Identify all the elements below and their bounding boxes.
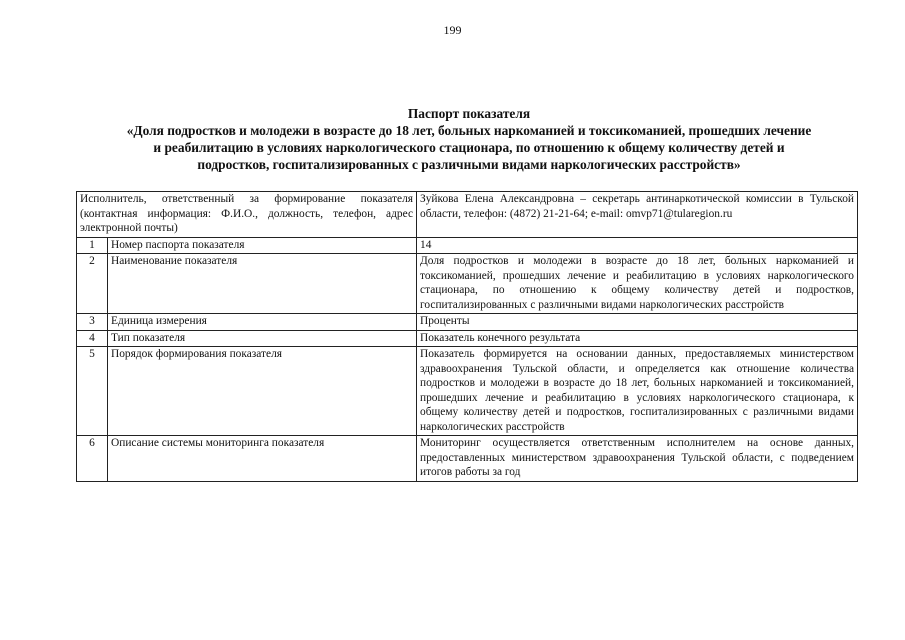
row-value: Показатель формируется на основании данных, предоставляемых министерством здравоохранения Тульской области, и определяется как отношение количества подростков и молодежи в возрасте до 18 лет, больных наркоманией и токсикоманией, прошедших лечение и реабилитацию в условиях наркологического стационара, к общему количеству детей и подростков, госпитализированных с различными видами наркологических расстройств xyxy=(417,347,858,436)
row-number: 1 xyxy=(77,237,108,254)
page-number: 199 xyxy=(443,23,462,37)
table-header-row xyxy=(77,192,858,238)
heading-title: Паспорт показателя xyxy=(407,106,531,121)
heading-line-2: «Доля подростков и молодежи в возрасте до 18 лет, больных наркоманией и токсикоманией, прошедших лечение xyxy=(126,123,812,138)
passport-table xyxy=(76,191,858,482)
row-name: Единица измерения xyxy=(108,314,417,331)
row-number: 5 xyxy=(77,347,108,436)
row-value: Показатель конечного результата xyxy=(417,330,858,347)
row-name: Порядок формирования показателя xyxy=(108,347,417,436)
row-name: Описание системы мониторинга показателя xyxy=(108,436,417,482)
row-value: Доля подростков и молодежи в возрасте до 18 лет, больных наркоманией и токсикоманией, прошедших лечение и реабилитацию в условиях наркологического стационара, по отношению к общему количеству детей и подростков, госпитализированных с различными видами наркологических расстройств xyxy=(417,254,858,314)
row-number: 3 xyxy=(77,314,108,331)
row-name: Наименование показателя xyxy=(108,254,417,314)
table-row xyxy=(77,254,858,314)
row-value: Мониторинг осуществляется ответственным исполнителем на основе данных, предоставленных министерством здравоохранения Тульской области, с подведением итогов работы за год xyxy=(417,436,858,482)
table-row xyxy=(77,314,858,331)
table-row xyxy=(77,436,858,482)
row-value: 14 xyxy=(417,237,858,254)
heading-line-3: и реабилитацию в условиях наркологического стационара, по отношению к общему количеству детей и xyxy=(153,140,785,155)
row-number: 2 xyxy=(77,254,108,314)
row-name: Номер паспорта показателя xyxy=(108,237,417,254)
row-number: 6 xyxy=(77,436,108,482)
row-value: Проценты xyxy=(417,314,858,331)
table-row xyxy=(77,347,858,436)
table-row xyxy=(77,330,858,347)
document-heading xyxy=(78,105,860,173)
executor-value-cell: Зуйкова Елена Александровна – секретарь антинаркотической комиссии в Тульской области, телефон: (4872) 21-21-64; e-mail: omvp71@tularegion.ru xyxy=(417,192,858,238)
row-number: 4 xyxy=(77,330,108,347)
heading-line-4: подростков, госпитализированных с различными видами наркологических расстройств» xyxy=(197,157,741,172)
row-name: Тип показателя xyxy=(108,330,417,347)
table-row xyxy=(77,237,858,254)
executor-label-cell: Исполнитель, ответственный за формирование показателя (контактная информация: Ф.И.О., должность, телефон, адрес электронной почты) xyxy=(77,192,417,238)
